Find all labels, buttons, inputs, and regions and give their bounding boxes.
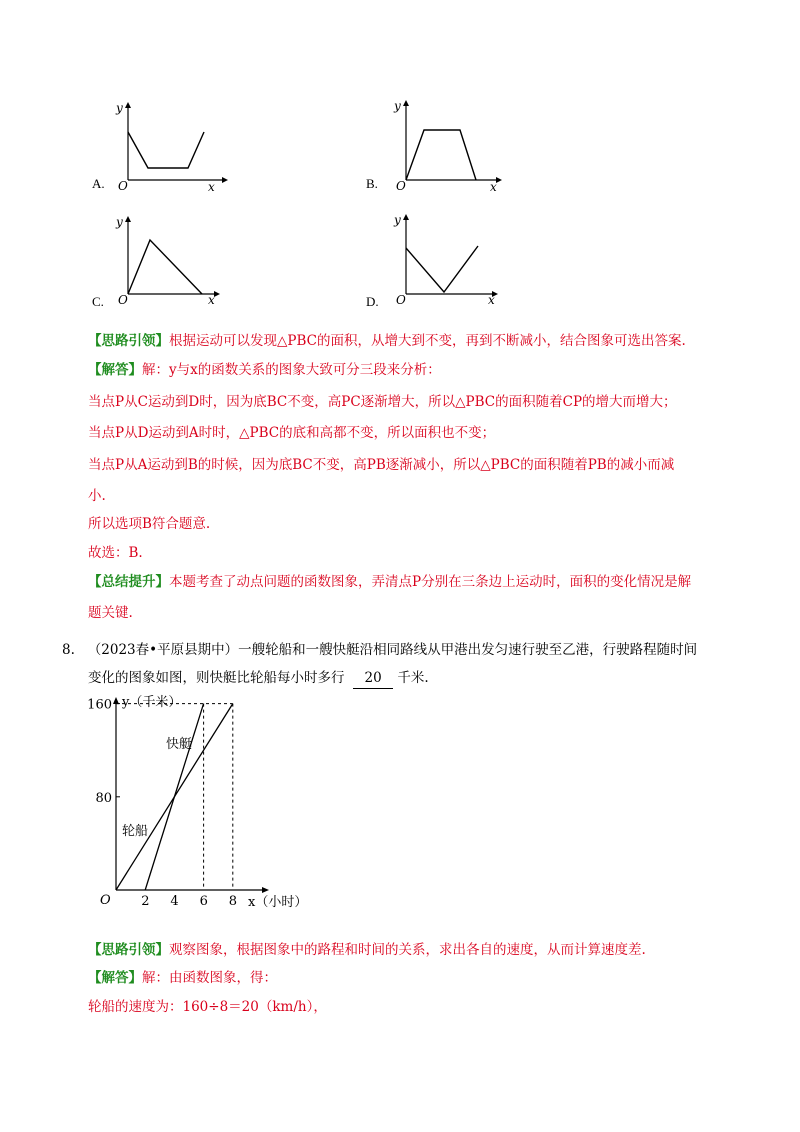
series-label-speedboat: 快艇 xyxy=(166,737,193,752)
q7-solution-line: 小. xyxy=(88,488,106,504)
origin-label: O xyxy=(118,179,128,193)
q8-number: 8. xyxy=(62,642,75,658)
option-d-label: D. xyxy=(366,294,379,309)
x-tick-label: 8 xyxy=(228,894,238,909)
option-d-graph xyxy=(388,212,508,308)
q8-hint: 【思路引领】观察图象，根据图象中的路程和时间的关系，求出各自的速度，从而计算速度差. xyxy=(88,942,646,958)
q7-solution-line: 当点P从C运动到D时，因为底BC不变，高PC逐渐增大，所以△PBC的面积随着CP的增大而增大； xyxy=(88,394,677,410)
q8-solution-line: 轮船的速度为：160÷8＝20（km/h）， xyxy=(88,999,327,1015)
svg-text:x: x xyxy=(490,180,497,194)
y-tick-label: 160 xyxy=(87,697,112,713)
q7-summary-cont: 题关键. xyxy=(88,605,133,621)
svg-text:y: y xyxy=(394,213,401,227)
svg-text:y: y xyxy=(394,99,401,113)
svg-text:x: x xyxy=(208,293,215,307)
x-tick-label: 6 xyxy=(199,894,208,909)
option-c-graph xyxy=(110,212,230,308)
option-b-label: B. xyxy=(366,176,378,191)
axis-y-label: y xyxy=(116,101,123,115)
option-a-graph xyxy=(110,98,230,194)
x-tick-label: 2 xyxy=(141,894,150,909)
x-tick-label: 4 xyxy=(170,894,179,909)
q8-distance-time-chart xyxy=(80,690,360,920)
q8-solution-intro: 【解答】解：由函数图象，得： xyxy=(88,970,277,986)
origin-label: O xyxy=(100,893,111,908)
q7-solution-intro: 【解答】解：y与x的函数关系的图象大致可分三段来分析： xyxy=(88,362,441,378)
option-c-label: C. xyxy=(92,294,104,309)
option-a-label: A. xyxy=(92,176,105,191)
svg-text:x: x xyxy=(488,293,495,307)
series-line-speedboat xyxy=(145,704,203,890)
y-tick-label: 80 xyxy=(95,790,112,806)
x-axis-label: x（小时） xyxy=(248,895,308,910)
q8-stem-cont: 变化的图象如图，则快艇比轮船每小时多行 20 千米. xyxy=(88,668,429,689)
series-label-ship: 轮船 xyxy=(122,824,149,839)
axis-x-label: x xyxy=(208,180,215,194)
q7-solution-line: 当点P从D运动到A时时，△PBC的底和高都不变，所以面积也不变； xyxy=(88,425,496,441)
option-b-graph xyxy=(388,98,508,194)
q7-hint: 【思路引领】根据运动可以发现△PBC的面积，从增大到不变，再到不断减小，结合图象可选出答案. xyxy=(88,333,686,349)
q7-answer: 故选：B. xyxy=(88,545,143,561)
q7-solution-line: 当点P从A运动到B的时候，因为底BC不变，高PB逐渐减小，所以△PBC的面积随着PB的减小而减 xyxy=(88,457,675,473)
q7-summary: 【总结提升】本题考查了动点问题的函数图象，弄清点P分别在三条边上运动时，面积的变化情况是解 xyxy=(88,574,692,590)
q8-stem: 8. （2023春•平原县期中）一艘轮船和一艘快艇沿相同路线从甲港出发匀速行驶至乙港，行驶路程随时间 xyxy=(62,642,698,658)
svg-text:O: O xyxy=(118,293,128,307)
svg-text:O: O xyxy=(396,179,406,193)
y-axis-label: y（千米） xyxy=(122,695,182,710)
q7-solution-line: 所以选项B符合题意. xyxy=(88,516,211,532)
q8-answer: 20 xyxy=(353,668,393,689)
svg-text:O: O xyxy=(396,293,406,307)
svg-text:y: y xyxy=(116,215,123,229)
